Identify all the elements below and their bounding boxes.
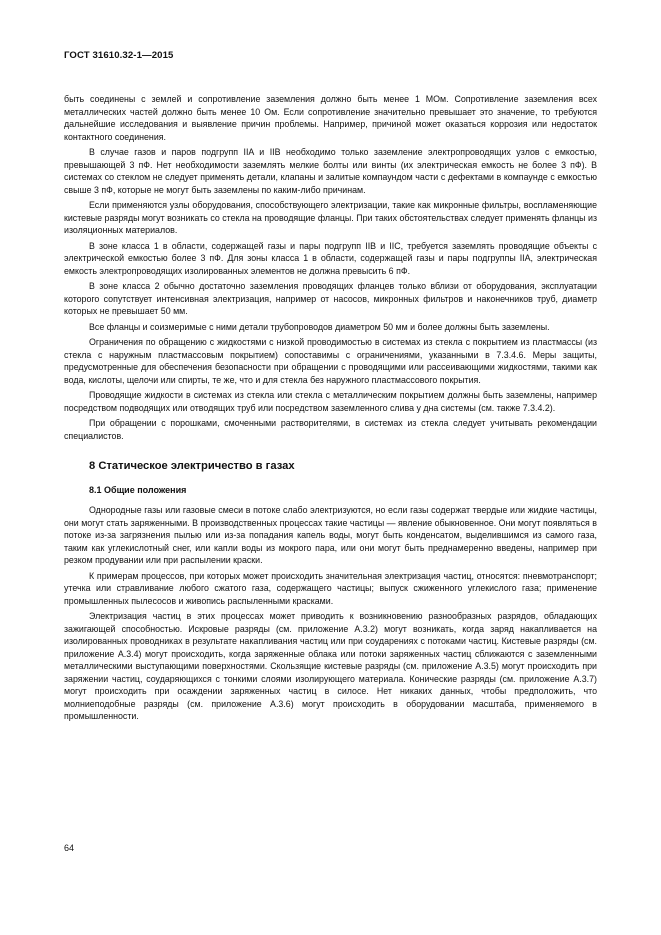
- paragraph: К примерам процессов, при которых может происходить значительная электризация частиц, относятся: пневмотранспорт; утечка или стравливание любого сжатого газа, содержащего частицы; выпуск сжиженного углекислого газа; применение промышленных пылесосов и живопись распыленными красками.: [64, 570, 597, 606]
- paragraph: Однородные газы или газовые смеси в потоке слабо электризуются, но если газы содержат твердые или жидкие частицы, они могут стать заряженными. В производственных процессах такие частицы — явление обыкновенное. Они могут появляться в потоке из-за загрязнения пылью или из-за попадания капель воды, могут быть конденсатом, выделившимся из самого газа, таким как углекислотный снег, или капли воды из мокрого пара, или они могут быть преднамеренно введены, например при резком продувании или при распылении краски.: [64, 505, 597, 565]
- paragraph: Электризация частиц в этих процессах может приводить к возникновению разнообразных разрядов, обладающих зажигающей способностью. Искровые разряды (см. приложение А.3.2) могут возникать, когда заряд накапливается на изолированных проводниках в результате накапливания частиц или при соударениях с потоками частиц. Кистевые разряды (см. приложение А.3.4) могут происходить, когда заряженные облака или потоки заряженных частиц сближаются с заземленными металлическими выступающими поверхностями. Скользящие кистевые разряды (см. приложение А.3.5) могут происходить при заряжении частиц, соударяющихся с тонкими слоями изолирующего материала. Конические разряды (см. приложение А.3.7) могут происходить при осаждении заряженных частиц в силосе. Нет никаких данных, чтобы предположить, что молниеподобные разряды (см. приложение А.3.6) могут происходить в оборудовании масштаба, применяемого в промышленности.: [64, 611, 597, 721]
- section-heading: 8 Статическое электричество в газах: [89, 460, 295, 472]
- paragraph: Все фланцы и соизмеримые с ними детали трубопроводов диаметром 50 мм и более должны быть заземлены.: [89, 321, 550, 332]
- document-header: ГОСТ 31610.32-1—2015: [64, 50, 174, 61]
- page-number: 64: [64, 843, 75, 853]
- paragraph: В зоне класса 1 в области, содержащей газы и пары подгрупп IIB и IIC, требуется заземлять проводящие объекты с электрической емкостью более 3 пФ. Для зоны класса 1 в области, содержащей газы и пары подгруппы IIA, электрическая емкость электропроводящих изолированных элементов не должна превысить 6 пФ.: [64, 240, 597, 276]
- paragraph: При обращении с порошками, смоченными растворителями, в системах из стекла следует учитывать рекомендации специалистов.: [64, 418, 597, 441]
- paragraph: В случае газов и паров подгрупп IIA и IIB необходимо только заземление электропроводящих узлов с емкостью, превышающей 3 пФ. Нет необходимости заземлять мелкие болты или винты (их электрическая емкость не более 3 пФ). В системах со стеклом не следует применять детали, клапаны и залитые компаундом части с дефектами в компаунде с емкостью свыше 3 пФ, которые не могут быть заземлены по каким-либо причинам.: [64, 147, 597, 195]
- paragraph: быть соединены с землей и сопротивление заземления должно быть менее 1 МОм. Сопротивление заземления всех металлических частей должно быть менее 10 Ом. Если сопротивление значительно превышает это значение, то требуются дальнейшие исследования и выявление причин проблемы. Например, причиной может оказаться коррозия или недостаток контактного соединения.: [64, 94, 597, 142]
- document-body: [64, 93, 597, 726]
- subsection-heading: 8.1 Общие положения: [89, 485, 187, 495]
- paragraph: Проводящие жидкости в системах из стекла или стекла с металлическим покрытием должны быть заземлены, например посредством подводящих или отводящих труб или посредством заземленного слива у дна системы (см. также 7.3.4.2).: [64, 390, 597, 413]
- paragraph: Ограничения по обращению с жидкостями с низкой проводимостью в системах из стекла с покрытием из пластмассы (из стекла с наружным пластмассовым покрытием) сопоставимы с ограничениями, указанными в 7.3.4.6. Меры защиты, предусмотренные для обеспечения безопасности при обращении с проводящими или рассеивающими жидкостями, такими как вода, кислоты, щелочи или спирты, те же, что и для стекла без наружного пластмассового покрытия.: [64, 337, 597, 385]
- paragraph: Если применяются узлы оборудования, способствующего электризации, такие как микронные фильтры, воспламеняющие кистевые разряды могут возникать со стекла на проводящие фланцы. При таких обстоятельствах следует применять фланцы из изоляционных материалов.: [64, 200, 597, 235]
- paragraph: В зоне класса 2 обычно достаточно заземления проводящих фланцев только вблизи от оборудования, эксплуатации которого сопутствует интенсивная электризация, например от насосов, микронных фильтров и наконечников труб, диаметр которых не превышает 50 мм.: [64, 281, 597, 316]
